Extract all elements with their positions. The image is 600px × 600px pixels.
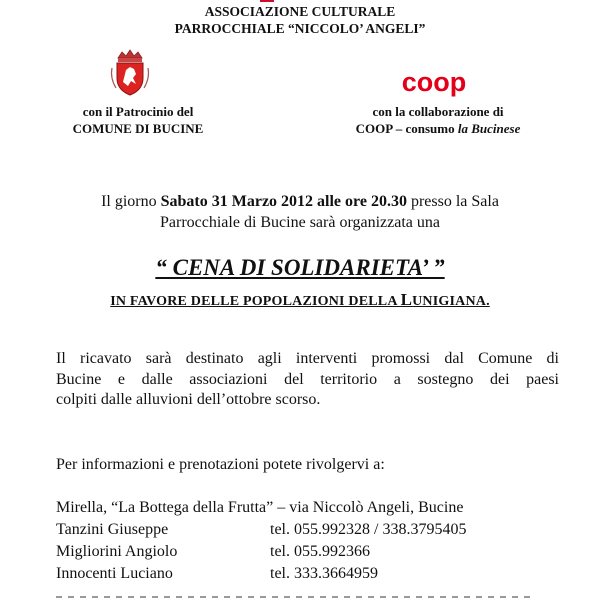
collaboration-block bbox=[338, 103, 538, 137]
patronage-block bbox=[58, 103, 218, 137]
event-subtitle bbox=[0, 290, 600, 310]
subtitle-rest: UNIGIANA. bbox=[412, 294, 490, 309]
contact-name: Migliorini Angiolo bbox=[56, 543, 178, 560]
subtitle-prefix: IN FAVORE DELLE POPOLAZIONI DELLA bbox=[110, 294, 401, 309]
patronage-line1: con il Patrocinio del bbox=[82, 104, 194, 119]
intro-line1 bbox=[20, 191, 580, 212]
intro-part1: Il giorno bbox=[101, 193, 161, 210]
description-line3: colpiti dalle alluvioni dell’ottobre scorso. bbox=[56, 391, 321, 408]
event-title bbox=[0, 255, 600, 281]
subtitle-big-letter: L bbox=[400, 290, 413, 309]
contact-phone: tel. 055.992328 / 338.3795405 bbox=[270, 521, 467, 538]
cut-off-next-line bbox=[56, 590, 536, 600]
event-title-text: “ CENA DI SOLIDARIETA’ ” bbox=[155, 255, 445, 280]
header-accent-line bbox=[260, 0, 274, 2]
comune-coat-of-arms-icon bbox=[108, 48, 152, 98]
association-name-line1: ASSOCIAZIONE CULTURALE bbox=[204, 4, 396, 19]
coop-logo-text: coop bbox=[401, 67, 467, 97]
intro-part2: presso la Sala bbox=[406, 193, 499, 210]
collaboration-line2-italic: la Bucinese bbox=[457, 121, 521, 136]
event-date: Sabato 31 Marzo 2012 alle ore 20.30 bbox=[160, 193, 407, 210]
association-header bbox=[0, 3, 600, 37]
collaboration-line1: con la collaborazione di bbox=[372, 104, 504, 119]
contact-name: Tanzini Giuseppe bbox=[56, 521, 169, 538]
association-name-line2: PARROCCHIALE “NICCOLO’ ANGELI” bbox=[174, 21, 426, 36]
patronage-line2: COMUNE DI BUCINE bbox=[72, 121, 204, 136]
collaboration-line2 bbox=[338, 120, 538, 137]
description-line2: Bucine e dalle associazioni del territorio a sostegno dei paesi bbox=[56, 370, 559, 388]
intro-line2: Parrocchiale di Bucine sarà organizzata una bbox=[159, 214, 440, 231]
description-paragraph bbox=[56, 349, 559, 411]
contact-phone: tel. 333.3664959 bbox=[270, 565, 378, 582]
contact-first: Mirella, “La Bottega della Frutta” – via Niccolò Angeli, Bucine bbox=[56, 499, 464, 516]
info-line: Per informazioni e prenotazioni potete rivolgervi a: bbox=[56, 456, 385, 473]
collaboration-line2-prefix: COOP – consumo bbox=[355, 121, 458, 136]
coop-logo-icon bbox=[396, 66, 472, 100]
contact-name: Innocenti Luciano bbox=[56, 565, 173, 582]
intro-text bbox=[20, 191, 580, 233]
description-line1: Il ricavato sarà destinato agli interventi promossi dal Comune di bbox=[56, 350, 559, 367]
contact-phone: tel. 055.992366 bbox=[270, 543, 370, 560]
